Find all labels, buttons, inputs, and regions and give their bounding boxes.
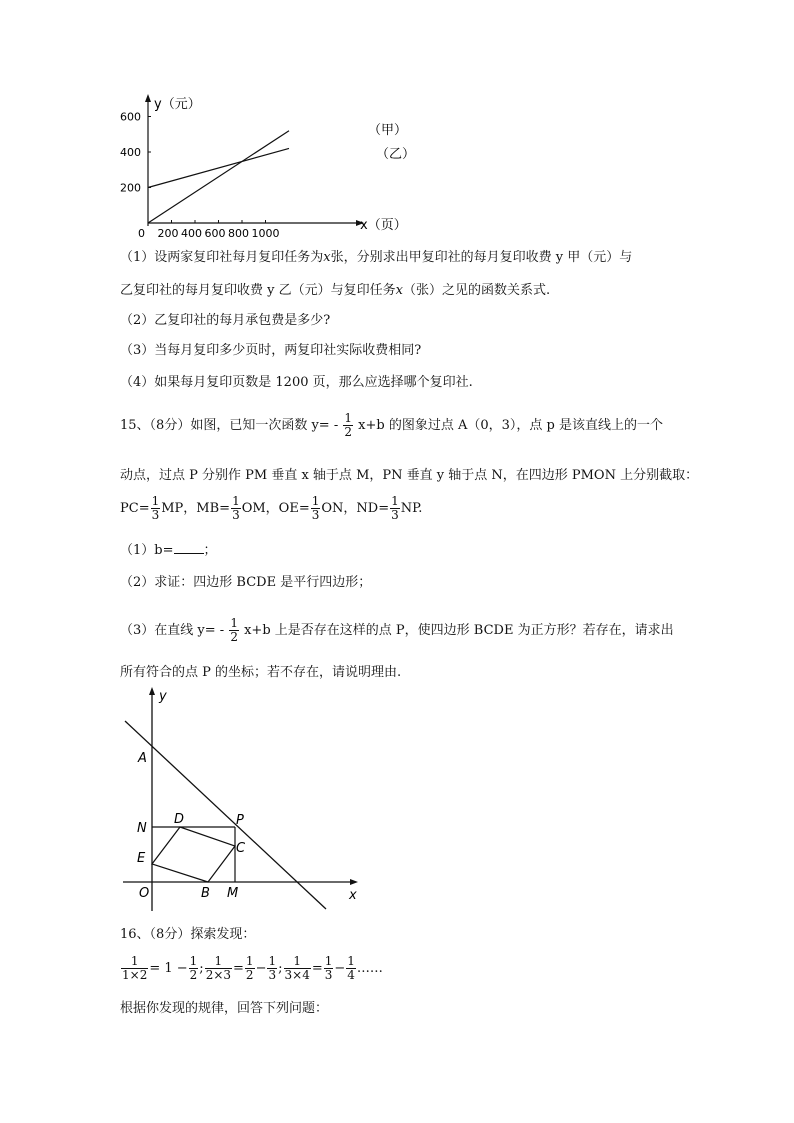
q15-part1-label: （1）b=	[120, 543, 174, 558]
fraction-third-2	[231, 495, 241, 522]
chart-series	[148, 131, 289, 223]
x-tick-label: 800	[228, 227, 249, 240]
ratio-mb: MP，MB=	[161, 501, 231, 516]
label-D: D	[174, 812, 185, 827]
frac-den: 3	[391, 508, 399, 522]
ratio-np-end: NP.	[400, 501, 423, 516]
frac-num: 1	[189, 954, 198, 968]
minus: −	[334, 961, 346, 976]
frac-den: 3	[311, 508, 320, 522]
q16-title: 16、（8分）探索发现：	[120, 927, 256, 942]
fraction-one-half	[343, 412, 353, 439]
minus: −	[255, 961, 267, 976]
q14-part1-line1	[120, 249, 632, 267]
label-y: y	[159, 689, 167, 704]
fraction-1-over-2	[189, 955, 199, 982]
series-line-jia	[148, 131, 289, 223]
label-O: O	[139, 886, 150, 901]
q15-intro-b: x+b 的图象过点 A（0，3），点 p 是该直线上的一个	[358, 418, 663, 433]
separator: ;	[199, 961, 204, 976]
frac-den: 4	[347, 968, 355, 982]
label-A: A	[138, 751, 147, 766]
quadrilateral-BCDE	[152, 827, 235, 882]
fraction-third-1	[151, 495, 161, 522]
fraction-1-over-3x4	[284, 955, 311, 982]
q15-part3-b: x+b 上是否存在这样的点 P，使四边形 BCDE 为正方形？若存在，请求出	[244, 623, 674, 638]
frac-den: 2	[230, 630, 238, 644]
fraction-1-over-3b	[324, 955, 334, 982]
equals: =	[311, 961, 323, 976]
frac-num: 1	[205, 955, 232, 969]
chart-axes	[145, 94, 364, 226]
x-tick-label: 1000	[251, 227, 280, 240]
frac-den: 2×3	[205, 968, 232, 982]
q15-ratios	[120, 495, 422, 522]
fraction-1-over-2b	[245, 955, 255, 982]
frac-num: 1	[391, 494, 399, 508]
label-E: E	[137, 851, 146, 866]
fraction-1-over-2x3	[205, 955, 232, 982]
label-N: N	[137, 821, 147, 836]
q14-part2: （2）乙复印社的每月承包费是多少?	[120, 313, 331, 328]
series-label-yi: （乙）	[376, 147, 416, 162]
fraction-1-over-1x2	[121, 955, 148, 982]
q15-intro	[120, 412, 663, 439]
label-M: M	[227, 886, 239, 901]
frac-num: 1	[230, 616, 238, 630]
q15-part3-cont: 所有符合的点 P 的坐标；若不存在，请说明理由.	[120, 665, 402, 680]
frac-den: 3	[268, 968, 277, 982]
ellipsis: ……	[356, 961, 383, 976]
x-axis-arrow	[350, 879, 358, 885]
frac-den: 3	[151, 508, 160, 522]
q14-part3: （3）当每月复印多少页时，两复印社实际收费相同?	[120, 343, 422, 358]
label-C: C	[236, 841, 246, 856]
ratio-pc: PC=	[120, 501, 150, 516]
q14-var-x: x	[323, 250, 331, 265]
equals: =	[233, 961, 244, 976]
frac-num: 1	[344, 411, 352, 425]
geometry-figure	[115, 685, 365, 915]
ratio-nd: ON，ND=	[321, 501, 390, 516]
q14-p1b: 张，分别求出甲复印社的每月复印收费 y 甲（元）与	[330, 250, 633, 265]
series-line-yi	[148, 148, 289, 187]
ratio-oe: OM，OE=	[241, 501, 310, 516]
separator: ;	[278, 961, 283, 976]
q14-p1d: （张）之见的函数关系式.	[402, 283, 551, 298]
answer-blank[interactable]	[174, 541, 204, 554]
label-x: x	[349, 888, 357, 903]
frac-den: 3	[324, 968, 333, 982]
q14-part4: （4）如果每月复印页数是 1200 页，那么应选择哪个复印社.	[120, 375, 473, 390]
q14-p1a: （1）设两家复印社每月复印任务为	[120, 250, 324, 265]
x-tick-label: 600	[204, 227, 226, 240]
q15-intro-a: 15、（8分）如图，已知一次函数 y= -	[120, 418, 339, 433]
fee-line-chart	[110, 90, 440, 240]
frac-num: 1	[347, 954, 355, 968]
frac-den: 2	[344, 425, 352, 439]
frac-num: 1	[232, 494, 240, 508]
q16-rule: 根据你发现的规律，回答下列问题：	[120, 1001, 329, 1016]
frac-num: 1	[311, 494, 320, 508]
frac-den: 3×4	[284, 968, 310, 982]
x-axis-label: x（页）	[360, 218, 407, 233]
frac-num: 1	[284, 955, 311, 969]
fraction-1-over-3	[267, 955, 277, 982]
frac-num: 1	[151, 494, 160, 508]
frac-num: 1	[268, 954, 277, 968]
q15-part1	[120, 541, 217, 560]
q15-part1-end: ；	[203, 543, 217, 558]
q15-line2: 动点，过点 P 分别作 PM 垂直 x 轴于点 M，PN 垂直 y 轴于点 N，在四边形 PMON 上分别截取：	[120, 468, 699, 483]
frac-num: 1	[245, 954, 254, 968]
label-B: B	[201, 886, 210, 901]
y-axis-label: y（元）	[154, 97, 201, 112]
y-tick-label: 400	[120, 146, 141, 159]
y-axis-arrow	[149, 687, 155, 695]
label-P: P	[236, 813, 244, 828]
frac-num: 1	[324, 954, 333, 968]
fraction-one-half-2	[229, 617, 239, 644]
q15-part2: （2）求证：四边形 BCDE 是平行四边形；	[120, 575, 372, 590]
frac-den: 2	[245, 968, 254, 982]
eq-one-minus: = 1 −	[149, 961, 188, 976]
x-tick-label: 400	[181, 227, 202, 240]
q15-part3	[120, 617, 674, 644]
q14-part1-line2	[120, 282, 550, 300]
fraction-1-over-4	[346, 955, 356, 982]
q14-var-x2: x	[395, 283, 403, 298]
frac-num: 1	[121, 955, 148, 969]
frac-den: 3	[232, 508, 240, 522]
fraction-third-3	[311, 495, 321, 522]
chart-ticks	[120, 111, 280, 241]
x-tick-label: 200	[157, 227, 179, 240]
frac-den: 1×2	[122, 968, 148, 982]
fraction-third-4	[390, 495, 400, 522]
q14-p1c: 乙复印社的每月复印收费 y 乙（元）与复印任务	[120, 283, 396, 298]
frac-den: 2	[189, 968, 198, 982]
line-through-A	[125, 721, 326, 909]
y-tick-label: 600	[120, 110, 141, 124]
x-tick-label: 0	[138, 227, 145, 240]
chart-y-arrow	[145, 94, 151, 102]
y-tick-label: 200	[120, 181, 141, 195]
q15-part3-a: （3）在直线 y= -	[120, 623, 225, 638]
q16-pattern	[120, 955, 383, 982]
series-label-jia: （甲）	[368, 123, 408, 138]
